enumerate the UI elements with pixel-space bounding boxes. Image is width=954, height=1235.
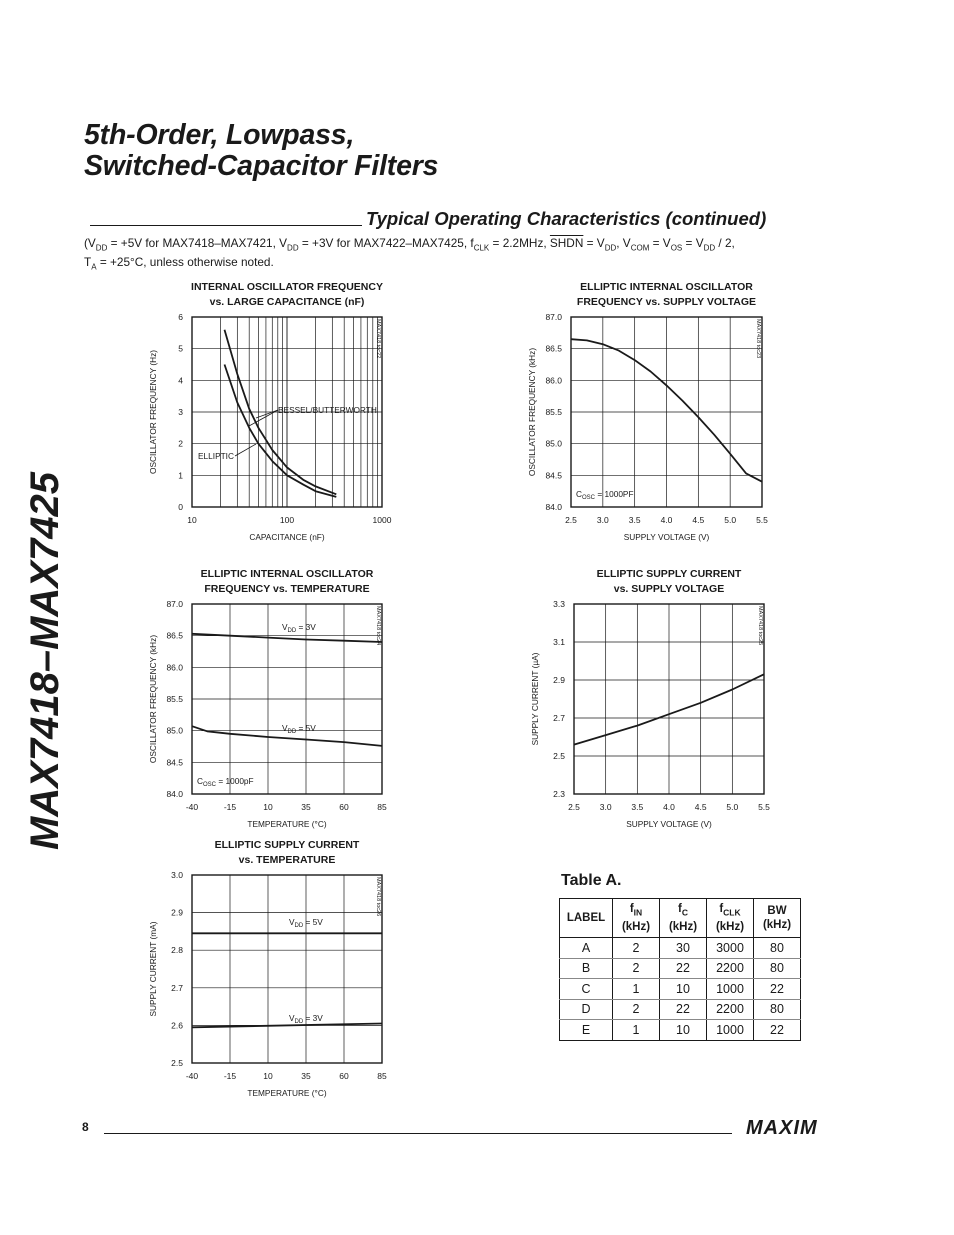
table-cell: 10 xyxy=(660,1020,707,1041)
y-tick-label: 2.9 xyxy=(553,675,565,685)
cond-text: = +5V for MAX7418–MAX7421, V xyxy=(107,236,288,250)
y-tick-label: 86.0 xyxy=(166,662,183,673)
x-tick-label: -40 xyxy=(185,802,199,812)
x-tick-label: -40 xyxy=(185,1071,199,1081)
x-tick-label: 5.5 xyxy=(758,802,770,812)
header-main: LABEL xyxy=(566,912,606,924)
y-tick-label: 4 xyxy=(178,375,183,386)
y-tick-label: 3.3 xyxy=(553,599,565,609)
cond-sub: CLK xyxy=(473,243,490,253)
cond-sub: A xyxy=(91,262,97,272)
cond-sub: DD xyxy=(287,243,299,253)
header-main: f xyxy=(719,903,724,916)
x-tick-label: 10 xyxy=(263,1071,273,1081)
x-tick-label: 35 xyxy=(301,802,311,812)
x-axis-label: CAPACITANCE (nF) xyxy=(249,532,325,542)
cond-sub: OS xyxy=(670,243,683,253)
header-unit: (kHz) xyxy=(668,920,698,933)
table-cell: 22 xyxy=(754,979,801,1000)
table-cell: 2 xyxy=(613,938,660,959)
y-tick-label: 87.0 xyxy=(545,312,562,322)
y-tick-label: 85.5 xyxy=(166,694,183,704)
cond-sub: DD xyxy=(604,243,617,253)
series-label-vdd5: $V_{DD} = 5V$ xyxy=(289,917,323,929)
x-tick-label: 100 xyxy=(279,515,295,525)
table-cell: 80 xyxy=(754,999,801,1020)
x-axis-label: SUPPLY VOLTAGE (V) xyxy=(623,532,710,542)
table-cell: 22 xyxy=(660,999,707,1020)
x-tick-label: 3.5 xyxy=(631,802,644,812)
table-cell: 2 xyxy=(613,958,660,979)
chart-title: vs. SUPPLY VOLTAGE xyxy=(613,583,725,595)
header-main: f xyxy=(678,903,682,916)
y-tick-label: 84.5 xyxy=(545,470,562,481)
table-cell: 22 xyxy=(754,1020,801,1041)
x-tick-label: 10 xyxy=(187,515,197,525)
chart-title: FREQUENCY vs. TEMPERATURE xyxy=(204,583,370,595)
chart-osc-freq-vs-capacitance xyxy=(145,276,405,551)
table-header-cell xyxy=(754,899,801,938)
y-axis-label: OSCILLATOR FREQUENCY (kHz) xyxy=(148,634,158,764)
table-cell: 1 xyxy=(613,979,660,1000)
chart-title: vs. LARGE CAPACITANCE (nF) xyxy=(209,296,365,308)
table-cell: 3000 xyxy=(707,938,754,959)
chart-supply-current-vs-supply-voltage xyxy=(525,563,785,838)
table-cell: A xyxy=(560,938,613,959)
table-cell: 1000 xyxy=(707,979,754,1000)
table-title: Table A. xyxy=(561,872,622,889)
y-tick-label: 2.5 xyxy=(171,1058,183,1068)
chart-osc-freq-vs-temperature xyxy=(145,563,405,838)
toc-code: MAX7418 toc25 xyxy=(757,606,763,646)
logo-wordmark: MAXIM xyxy=(746,1118,818,1138)
x-tick-label: 85 xyxy=(377,802,387,812)
series-line xyxy=(192,634,382,642)
side-part-number xyxy=(8,210,68,860)
cond-text: / 2, xyxy=(715,236,735,250)
leader-line xyxy=(256,410,278,418)
cond-text: = +25°C, unless otherwise noted. xyxy=(96,255,274,270)
y-tick-label: 2.7 xyxy=(553,713,565,723)
x-tick-label: 2.5 xyxy=(568,802,580,812)
y-axis-label: OSCILLATOR FREQUENCY (Hz) xyxy=(148,349,158,475)
toc-code: MAX7418 toc26 xyxy=(375,877,381,917)
y-tick-label: 84.0 xyxy=(545,502,562,512)
cond-text: = V xyxy=(682,236,704,250)
y-tick-label: 2.7 xyxy=(171,982,183,993)
x-tick-label: 3.0 xyxy=(599,802,612,812)
header-unit: (kHz) xyxy=(621,920,651,933)
y-tick-label: 2.5 xyxy=(553,751,565,761)
maxim-logo xyxy=(744,1118,854,1138)
table-cell: 80 xyxy=(754,958,801,979)
x-tick-label: -15 xyxy=(223,802,237,812)
cond-text: , V xyxy=(616,236,631,250)
x-axis-label: SUPPLY VOLTAGE (V) xyxy=(626,819,712,829)
x-tick-label: -15 xyxy=(223,1071,237,1081)
x-tick-label: 4.0 xyxy=(660,515,673,525)
title-line-2: Switched-Capacitor Filters xyxy=(84,150,439,182)
table-cell: 2200 xyxy=(707,999,754,1020)
x-tick-label: 5.0 xyxy=(726,802,739,812)
annotation-cosc: $C_{OSC} = 1000PF$ xyxy=(576,489,634,501)
y-tick-label: 1 xyxy=(178,470,183,481)
table-cell: 30 xyxy=(660,938,707,959)
y-tick-label: 86.0 xyxy=(545,375,562,386)
series-label-elliptic: ELLIPTIC xyxy=(198,451,234,461)
footer-rule xyxy=(104,1133,732,1134)
header-unit: (kHz) xyxy=(715,920,745,933)
table-cell: 80 xyxy=(754,938,801,959)
y-tick-label: 3.1 xyxy=(553,637,565,647)
y-tick-label: 86.5 xyxy=(545,343,562,354)
y-tick-label: 2 xyxy=(178,438,183,449)
header-sub: IN xyxy=(633,907,643,918)
table-row xyxy=(560,979,801,1000)
y-tick-label: 2.6 xyxy=(171,1020,183,1031)
chart-title: vs. TEMPERATURE xyxy=(238,854,336,866)
header-sub: C xyxy=(681,907,688,918)
title-line-1: 5th-Order, Lowpass, xyxy=(84,119,355,151)
table-cell: C xyxy=(560,979,613,1000)
x-tick-label: 2.5 xyxy=(565,515,577,525)
cond-text: (V xyxy=(84,236,96,250)
section-rule xyxy=(90,225,362,226)
x-tick-label: 10 xyxy=(263,802,273,812)
cond-text: = V xyxy=(583,236,605,250)
table-cell: 2 xyxy=(613,999,660,1020)
section-title: Typical Operating Characteristics (continued) xyxy=(366,208,767,229)
x-axis-label: TEMPERATURE (°C) xyxy=(247,819,327,829)
y-tick-label: 85.0 xyxy=(166,725,183,736)
header-main: f xyxy=(629,903,634,916)
series-label-vdd3: $V_{DD} = 3V$ xyxy=(289,1013,323,1025)
toc-code: MAX7418 toc23 xyxy=(755,319,761,359)
x-tick-label: 3.5 xyxy=(628,515,641,525)
table-cell: 2200 xyxy=(707,958,754,979)
x-tick-label: 4.0 xyxy=(663,802,675,812)
y-axis-label: OSCILLATOR FREQUENCY (kHz) xyxy=(527,347,537,477)
annotation-cosc: $C_{OSC} = 1000pF$ xyxy=(197,776,254,788)
y-tick-label: 84.5 xyxy=(166,757,183,768)
table-header-cell xyxy=(560,899,613,938)
cond-sub: COM xyxy=(630,243,650,253)
y-tick-label: 85.0 xyxy=(545,438,562,449)
table-cell: 22 xyxy=(660,958,707,979)
table-cell: 1 xyxy=(613,1020,660,1041)
x-tick-label: 4.5 xyxy=(694,802,707,812)
test-conditions xyxy=(84,236,844,275)
chart-supply-current-vs-temperature xyxy=(145,834,405,1109)
x-tick-label: 5.5 xyxy=(756,515,768,525)
chart-title: ELLIPTIC SUPPLY CURRENT xyxy=(596,568,742,580)
x-tick-label: 4.5 xyxy=(692,515,705,525)
y-tick-label: 2.9 xyxy=(171,907,183,918)
x-tick-label: 5.0 xyxy=(724,515,737,525)
table-cell: D xyxy=(560,999,613,1020)
y-axis-label: SUPPLY CURRENT (µA) xyxy=(530,652,540,746)
chart-title: INTERNAL OSCILLATOR FREQUENCY xyxy=(191,281,383,293)
leader-line xyxy=(235,444,256,456)
x-tick-label: 3.0 xyxy=(596,515,609,525)
y-tick-label: 0 xyxy=(178,502,183,512)
y-tick-label: 6 xyxy=(178,312,183,322)
table-cell: B xyxy=(560,958,613,979)
table-row xyxy=(560,958,801,979)
x-tick-label: 60 xyxy=(339,1071,349,1081)
toc-code: MAX7418 toc24 xyxy=(375,606,381,646)
x-axis-label: TEMPERATURE (°C) xyxy=(247,1088,327,1098)
cond-shdn: SHDN xyxy=(549,236,584,250)
chart-title: ELLIPTIC SUPPLY CURRENT xyxy=(214,839,360,851)
header-sub: CLK xyxy=(723,907,741,918)
series-label-vdd3: $V_{DD} = 3V$ xyxy=(282,622,316,634)
x-tick-label: 60 xyxy=(339,802,349,812)
cond-sub: DD xyxy=(703,243,716,253)
plot-frame xyxy=(192,875,382,1063)
y-tick-label: 85.5 xyxy=(545,407,562,417)
y-tick-label: 86.5 xyxy=(166,630,183,641)
y-axis-label: SUPPLY CURRENT (mA) xyxy=(148,921,158,1017)
table-cell: 1000 xyxy=(707,1020,754,1041)
table-row xyxy=(560,999,801,1020)
y-tick-label: 2.3 xyxy=(553,789,565,799)
chart-title: ELLIPTIC INTERNAL OSCILLATOR xyxy=(200,568,374,580)
y-tick-label: 3 xyxy=(178,407,183,417)
cond-text: = V xyxy=(649,236,671,250)
x-tick-label: 1000 xyxy=(372,515,392,525)
table-header-cell xyxy=(707,899,754,938)
table-row xyxy=(560,1020,801,1041)
header-unit: (kHz) xyxy=(762,919,792,931)
cond-text: T xyxy=(84,255,92,270)
cond-text: = 2.2MHz, xyxy=(489,236,550,250)
table-cell: E xyxy=(560,1020,613,1041)
table-header-cell xyxy=(660,899,707,938)
page-number: 8 xyxy=(82,1120,89,1134)
header-main: BW xyxy=(767,905,787,917)
table-cell: 10 xyxy=(660,979,707,1000)
chart-title: ELLIPTIC INTERNAL OSCILLATOR xyxy=(580,281,753,293)
y-tick-label: 3.0 xyxy=(171,870,183,880)
table-a xyxy=(559,898,801,1041)
cond-text: = +3V for MAX7422–MAX7425, f xyxy=(298,236,474,250)
y-tick-label: 5 xyxy=(178,343,183,354)
cond-sub: DD xyxy=(95,243,108,253)
y-tick-label: 84.0 xyxy=(166,789,183,799)
chart-osc-freq-vs-supply-voltage xyxy=(525,276,785,551)
x-tick-label: 35 xyxy=(301,1071,311,1081)
y-tick-label: 2.8 xyxy=(171,945,183,956)
x-tick-label: 85 xyxy=(377,1071,387,1081)
table-header-cell xyxy=(613,899,660,938)
y-tick-label: 87.0 xyxy=(166,599,183,609)
chart-title: FREQUENCY vs. SUPPLY VOLTAGE xyxy=(576,296,757,308)
table-row xyxy=(560,938,801,959)
document-title xyxy=(84,120,438,182)
toc-code: MAX7418 toc22 xyxy=(375,319,381,359)
table-header-row xyxy=(560,899,801,938)
side-part-number-text: MAX7418–MAX7425 xyxy=(23,472,67,850)
series-label-vdd5: $V_{DD} = 5V$ xyxy=(282,723,316,735)
series-label-bessel: BESSEL/BUTTERWORTH xyxy=(278,405,377,415)
